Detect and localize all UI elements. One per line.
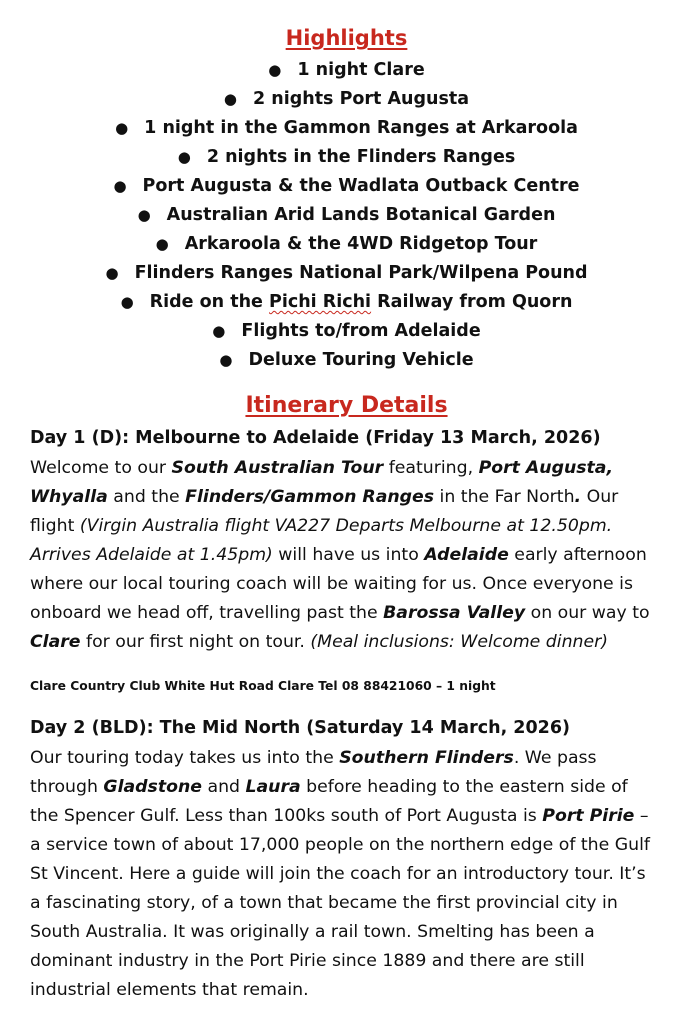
day1-description: Welcome to our South Australian Tour featuring, Port Augusta, Whyalla and the Flinders/Gammon Ranges in the Far North. Our flight (Virgin Australia flight VA227 Departs Melbourne at 12.50pm. Arrives Adelaide at 1.45pm) will have us into Adelaide early afternoon where our local touring coach will be waiting for us. Once everyone is onboard we head off, travelling past the Barossa Valley on our way to Clare for our first night on tour. (Meal inclusions: Welcome dinner) [30, 458, 650, 652]
spellcheck-word: Pichi Richi [269, 292, 372, 312]
bullet-icon: ● [120, 293, 134, 311]
bullet-icon: ● [268, 61, 282, 79]
highlight-item: ● Flights to/from Adelaide [0, 317, 693, 346]
day2-description: Our touring today takes us into the Southern Flinders. We pass through Gladstone and Laura before heading to the eastern side of the Spencer Gulf. Less than 100ks south of Port Augusta is Port Pirie – a service town of about 17,000 people on the northern edge of the Gulf St Vincent. Here a guide will join the coach for an introductory tour. It’s a fascinating story, of a town that became the first provincial city in South Australia. It was originally a rail town. Smelting has been a dominant industry in the Port Pirie since 1889 and there are still industrial elements that remain. [30, 748, 650, 1000]
bullet-icon: ● [219, 351, 233, 369]
highlight-item: ● Arkaroola & the 4WD Ridgetop Tour [0, 230, 693, 259]
bullet-icon: ● [212, 322, 226, 340]
highlight-item: ● Ride on the Pichi Richi Railway from Quorn [0, 288, 693, 317]
highlights-list [0, 56, 693, 375]
highlight-item: ● Flinders Ranges National Park/Wilpena Pound [0, 259, 693, 288]
day2-title: Day 2 (BLD): The Mid North (Saturday 14 March, 2026) [30, 718, 571, 738]
highlight-item: ● Australian Arid Lands Botanical Garden [0, 201, 693, 230]
day1-title: Day 1 (D): Melbourne to Adelaide (Friday 13 March, 2026) [30, 428, 601, 448]
highlight-item: ● 1 night in the Gammon Ranges at Arkaroola [0, 114, 693, 143]
bullet-icon: ● [113, 177, 127, 195]
bullet-icon: ● [177, 148, 191, 166]
itinerary-heading: Itinerary Details [245, 393, 448, 418]
day1-accommodation: Clare Country Club White Hut Road Clare Tel 08 88421060 – 1 night [30, 679, 496, 693]
bullet-icon: ● [155, 235, 169, 253]
highlight-item: ● 1 night Clare [0, 56, 693, 85]
bullet-icon: ● [137, 206, 151, 224]
bullet-icon: ● [115, 119, 129, 137]
bullet-icon: ● [223, 90, 237, 108]
highlight-item: ● Deluxe Touring Vehicle [0, 346, 693, 375]
highlights-heading: Highlights [285, 26, 408, 50]
bullet-icon: ● [105, 264, 119, 282]
highlight-item: ● Port Augusta & the Wadlata Outback Centre [0, 172, 693, 201]
highlight-item: ● 2 nights in the Flinders Ranges [0, 143, 693, 172]
highlight-item: ● 2 nights Port Augusta [0, 85, 693, 114]
